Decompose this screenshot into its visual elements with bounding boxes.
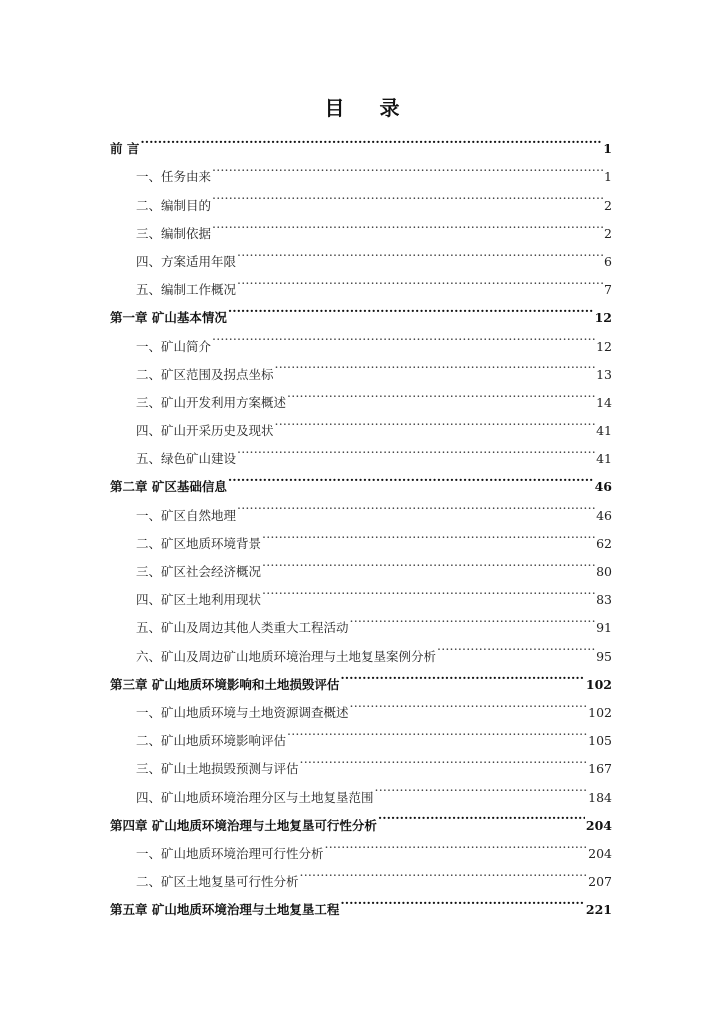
toc-entry-label: 五、矿山及周边其他人类重大工程活动: [136, 620, 349, 636]
dot-leader: [300, 745, 588, 773]
toc-entry-label: 一、矿山地质环境治理可行性分析: [136, 845, 324, 861]
dot-leader: [287, 717, 587, 745]
toc-entry-page-number: 80: [596, 564, 612, 579]
toc-entry-page-number: 95: [596, 648, 612, 664]
dot-leader: [228, 463, 594, 491]
toc-entry-label: 一、矿山简介: [136, 338, 212, 354]
toc-entry-page-number: 1: [604, 169, 612, 185]
toc-entry-page-number: 12: [594, 310, 612, 326]
toc-entry-page-number: 91: [596, 620, 612, 636]
dot-leader: [262, 520, 595, 548]
toc-entry-page-number: 184: [588, 789, 612, 805]
dot-leader: [275, 351, 596, 379]
table-of-contents: [110, 125, 612, 918]
toc-entry-page-number: 204: [585, 817, 612, 833]
dot-leader: [212, 153, 603, 181]
toc-entry-page-number: 83: [596, 592, 612, 608]
toc-chapter-entry: [110, 125, 612, 157]
dot-leader: [287, 379, 595, 407]
dot-leader: [237, 266, 603, 294]
toc-entry-page-number: 46: [596, 507, 612, 523]
toc-entry-page-number: 46: [594, 479, 612, 495]
toc-entry-label: 四、矿山开采历史及现状: [136, 423, 274, 439]
toc-entry-label: 第四章 矿山地质环境治理与土地复垦可行性分析: [110, 817, 377, 833]
toc-entry-page-number: 41: [596, 451, 612, 467]
toc-entry-label: 三、矿山开发利用方案概述: [136, 394, 287, 410]
dot-leader: [228, 294, 594, 322]
toc-entry-label: 三、编制依据: [136, 225, 212, 241]
toc-entry-label: 四、矿山地质环境治理分区与土地复垦范围: [136, 789, 374, 805]
toc-entry-label: 第五章 矿山地质环境治理与土地复垦工程: [110, 902, 340, 918]
toc-entry-label: 前 言: [110, 141, 140, 157]
toc-entry-label: 五、绿色矿山建设: [136, 451, 237, 467]
toc-entry-label: 三、矿区社会经济概况: [136, 564, 262, 579]
dot-leader: [375, 773, 588, 801]
toc-entry-label: 一、矿山地质环境与土地资源调查概述: [136, 704, 349, 720]
toc-entry-label: 四、矿区土地利用现状: [136, 592, 262, 608]
toc-entry-page-number: 62: [596, 535, 612, 551]
toc-entry-page-number: 41: [596, 423, 612, 439]
toc-entry-page-number: 102: [588, 704, 612, 720]
toc-entry-label: 一、任务由来: [136, 169, 212, 185]
toc-entry-page-number: 13: [596, 366, 612, 382]
dot-leader: [275, 407, 596, 435]
dot-leader: [300, 858, 588, 886]
dot-leader: [212, 322, 595, 350]
toc-entry-label: 二、矿区地质环境背景: [136, 535, 262, 551]
dot-leader: [262, 548, 595, 576]
toc-entry-label: 第一章 矿山基本情况: [110, 310, 227, 326]
dot-leader: [262, 576, 595, 604]
toc-entry-label: 第二章 矿区基础信息: [110, 479, 227, 495]
toc-entry-label: 第三章 矿山地质环境影响和土地损毁评估: [110, 676, 340, 692]
toc-entry-label: 五、编制工作概况: [136, 282, 237, 298]
dot-leader: [350, 604, 596, 632]
dot-leader: [212, 181, 603, 209]
dot-leader: [340, 661, 585, 689]
dot-leader: [340, 886, 585, 914]
dot-leader: [378, 802, 585, 830]
dot-leader: [237, 238, 603, 266]
toc-entry-page-number: 1: [603, 141, 612, 157]
dot-leader: [212, 210, 603, 238]
toc-entry-page-number: 7: [604, 282, 612, 298]
dot-leader: [237, 435, 595, 463]
toc-entry-page-number: 167: [588, 761, 612, 777]
toc-entry-page-number: 105: [588, 733, 612, 749]
toc-entry-label: 二、矿山地质环境影响评估: [136, 733, 287, 749]
dot-leader: [437, 632, 595, 660]
toc-entry-label: 二、编制目的: [136, 197, 212, 213]
toc-entry-page-number: 2: [604, 197, 612, 213]
toc-section-entry: [110, 153, 612, 185]
toc-entry-label: 四、方案适用年限: [136, 253, 237, 269]
dot-leader: [325, 830, 588, 858]
toc-entry-label: 二、矿区范围及拐点坐标: [136, 366, 274, 382]
toc-entry-page-number: 14: [596, 394, 612, 410]
toc-entry-label: 一、矿区自然地理: [136, 507, 237, 523]
toc-entry-label: 六、矿山及周边矿山地质环境治理与土地复垦案例分析: [136, 648, 437, 664]
toc-entry-label: 二、矿区土地复垦可行性分析: [136, 874, 299, 890]
toc-entry-page-number: 204: [588, 845, 612, 861]
toc-entry-label: 三、矿山土地损毁预测与评估: [136, 761, 299, 777]
dot-leader: [350, 689, 588, 717]
toc-entry-page-number: 207: [588, 874, 612, 890]
dot-leader: [140, 125, 602, 153]
toc-entry-page-number: 12: [596, 338, 612, 354]
toc-entry-page-number: 221: [585, 902, 612, 918]
dot-leader: [237, 491, 595, 519]
toc-entry-page-number: 102: [585, 676, 612, 692]
page-title: 目 录: [324, 96, 414, 120]
toc-entry-page-number: 6: [604, 253, 612, 269]
toc-entry-page-number: 2: [604, 225, 612, 241]
